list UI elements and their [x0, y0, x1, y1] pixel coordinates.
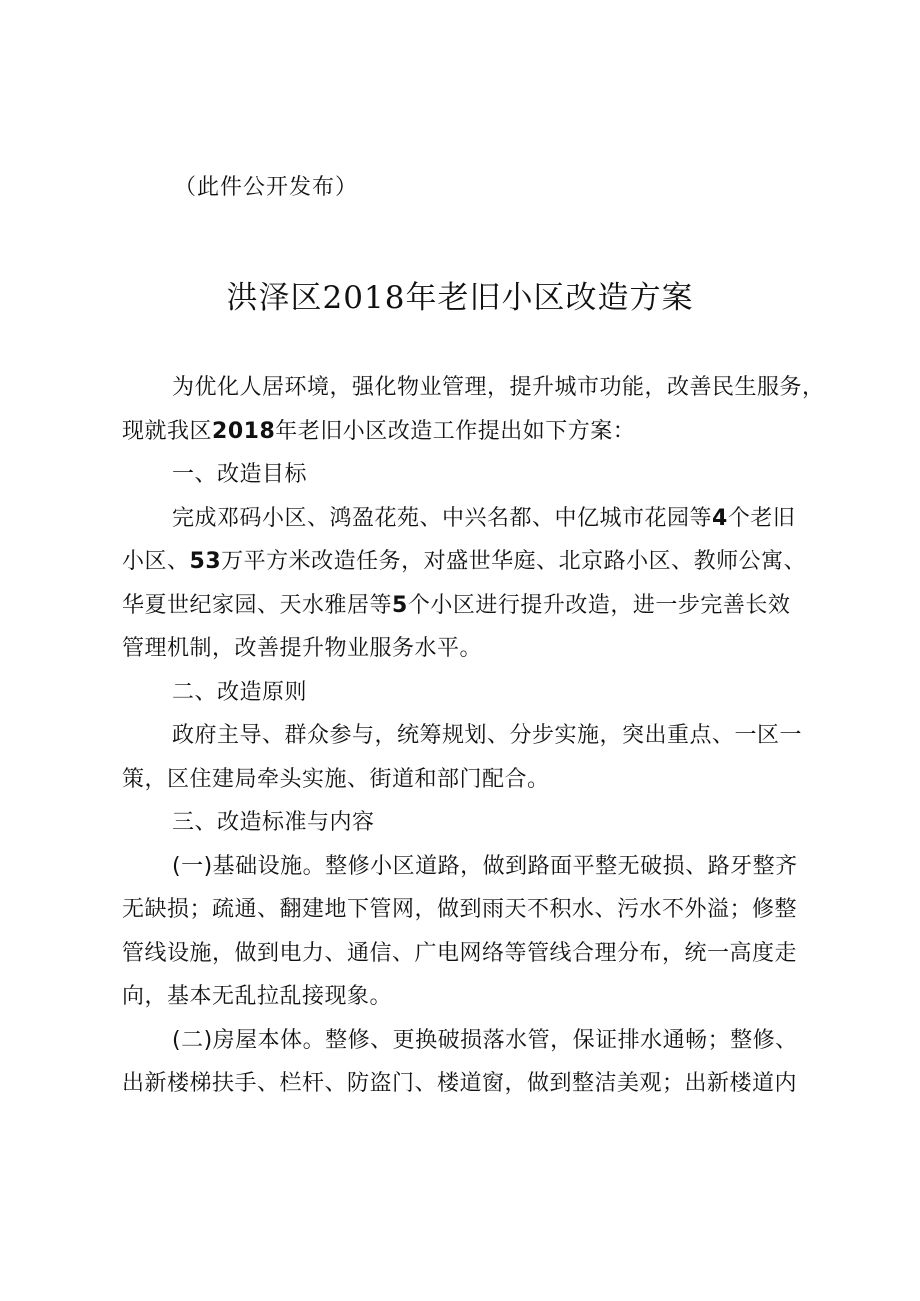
paragraph-infrastructure-line-3: 管线设施，做到电力、通信、广电网络等管线合理分布，统一高度走 [122, 941, 798, 966]
document-title: 洪泽区2018年老旧小区改造方案 [226, 280, 694, 316]
section-heading-goals: 一、改造目标 [172, 462, 308, 487]
text-run: 小区、 [122, 549, 190, 574]
paragraph-goals-line-2 [122, 544, 806, 580]
text-run: 现就我区 [122, 419, 213, 444]
text-run: 华夏世纪家园、天水雅居等 [122, 593, 393, 618]
text-run: 个小区进行提升改造，进一步完善长效 [407, 593, 791, 618]
area-number: 53 [189, 549, 222, 574]
paragraph-building-line-2: 出新楼梯扶手、栏杆、防盗门、楼道窗，做到整洁美观；出新楼道内 [122, 1071, 798, 1096]
paragraph-goals-line-3 [122, 588, 790, 624]
text-run: 个老旧 [727, 506, 796, 531]
paragraph-infrastructure-line-2: 无缺损；疏通、翻建地下管网，做到雨天不积水、污水不外溢；修整 [122, 897, 798, 922]
count-number: 4 [712, 506, 728, 531]
text-run: 年老旧小区改造工作提出如下方案： [275, 419, 636, 444]
paragraph-intro-line-2 [122, 414, 635, 450]
count-number: 5 [392, 593, 408, 618]
year-number: 2018 [212, 419, 276, 444]
paragraph-principles-line-1: 政府主导、群众参与，统筹规划、分步实施，突出重点、一区一 [172, 723, 803, 748]
paragraph-goals-line-4: 管理机制，改善提升物业服务水平。 [122, 636, 483, 661]
paragraph-principles-line-2: 策，区住建局牵头实施、街道和部门配合。 [122, 767, 550, 792]
section-heading-standards: 三、改造标准与内容 [172, 810, 375, 835]
paragraph-infrastructure-line-4: 向，基本无乱拉乱接现象。 [122, 984, 393, 1009]
paragraph-goals-line-1 [172, 501, 795, 537]
paragraph-building-line-1: (二)房屋本体。整修、更换破损落水管，保证排水通畅；整修、 [172, 1028, 798, 1053]
publication-notice: （此件公开发布） [174, 175, 359, 200]
section-heading-principles: 二、改造原则 [172, 680, 308, 705]
text-run: 完成邓码小区、鸿盈花苑、中兴名都、中亿城市花园等 [172, 506, 713, 531]
text-run: 万平方米改造任务，对盛世华庭、北京路小区、教师公寓、 [221, 549, 807, 574]
paragraph-infrastructure-line-1: (一)基础设施。整修小区道路，做到路面平整无破损、路牙整齐 [172, 854, 798, 879]
paragraph-intro-line-1: 为优化人居环境，强化物业管理，提升城市功能，改善民生服务， [172, 375, 825, 400]
